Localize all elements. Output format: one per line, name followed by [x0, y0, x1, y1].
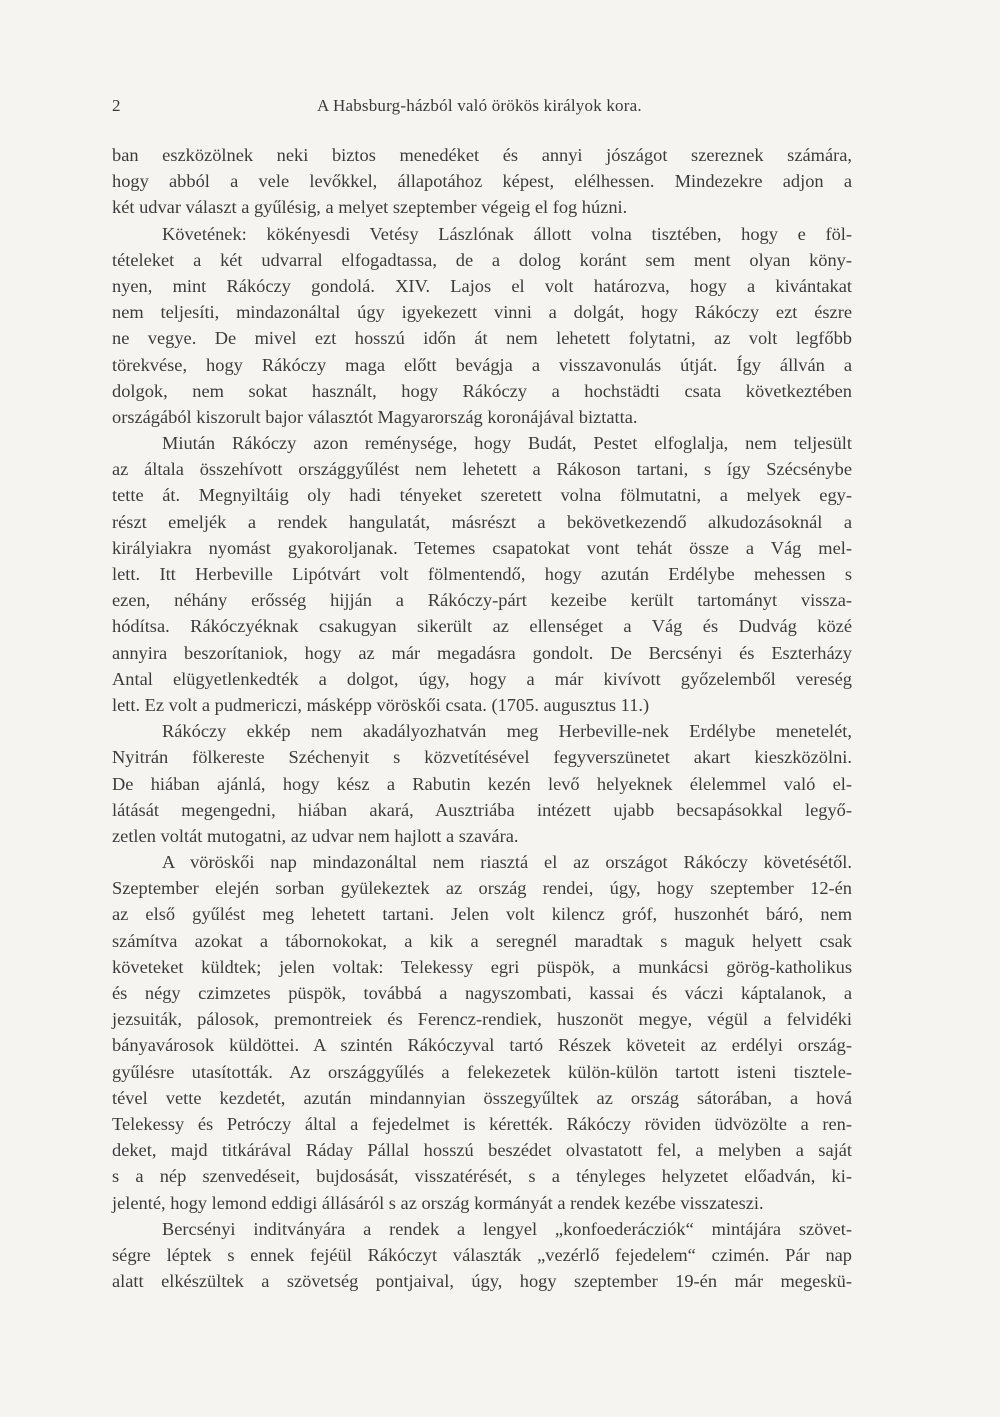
text-line: tette át. Megnyiltáig oly hadi tényeket szeretett volna fölmutatni, a melyek egy-: [112, 485, 852, 506]
page-number: 2: [112, 96, 121, 115]
text-line: hogy abból a vele levőkkel, állapotához képest, elélhessen. Mindezekre adjon a: [112, 171, 852, 192]
text-line: Miután Rákóczy azon reménysége, hogy Budát, Pestet elfoglalja, nem teljesült: [162, 433, 852, 454]
text-line: Telekessy és Petróczy által a fejedelmet is kérették. Rákóczy röviden üdvözölte a ren-: [112, 1113, 852, 1134]
text-line: s a nép szenvedéseit, bujdosását, visszatérését, s a tényleges helyzetet előadván, ki-: [112, 1166, 852, 1187]
text-line: királyiakra nyomást gyakoroljanak. Tetemes csapatokat vont tehát össze a Vág mel-: [112, 537, 852, 558]
text-line: számítva azokat a tábornokokat, a kik a seregnél maradtak s maguk helyett csak: [112, 930, 852, 951]
text-line: két udvar választ a gyűlésig, a melyet szeptember végeig el fog húzni.: [112, 197, 628, 218]
text-line: törekvése, hogy Rákóczy maga előtt bevágja a visszavonulás útját. Így állván a: [112, 354, 852, 375]
text-line: Antal elügyetlenkedték a dolgot, úgy, hogy a már kivívott győzelemből vereség: [112, 668, 852, 689]
text-line: Nyitrán fölkereste Széchenyit s közvetítésével fegyverszünetet akart kieszközölni.: [112, 747, 852, 768]
text-line: De hiában ajánlá, hogy kész a Rabutin kezén levő helyeknek élelemmel való el-: [112, 773, 852, 794]
text-line: lett. Ez volt a pudmericzi, másképp vöröskői csata. (1705. augusztus 11.): [112, 694, 650, 715]
text-line: az első gyűlést meg lehetett tartani. Jelen volt kilencz gróf, huszonhét báró, nem: [112, 904, 852, 925]
text-line: dolgok, nem sokat használt, hogy Rákóczy a hochstädti csata következtében: [112, 380, 852, 401]
paragraph: [112, 142, 852, 221]
paragraph: [112, 1216, 852, 1295]
text-line: gyűlésre utasították. Az országgyűlés a felekezetek külön-külön tartott isteni tisztele-: [112, 1061, 852, 1082]
text-line: látását megengedni, hiában akará, Ausztriába intézett ujabb becsapásokkal legyő-: [112, 799, 852, 820]
text-line: részt emeljék a rendek hangulatát, másrészt a bekövetkezendő alkudozásoknál a: [112, 511, 852, 532]
text-line: bányavárosok küldöttei. A szintén Rákóczyval tartó Részek követeit az erdélyi ország-: [112, 1035, 852, 1056]
text-line: ban eszközölnek neki biztos menedéket és annyi jószágot szereznek számára,: [112, 145, 852, 165]
text-line: Szeptember elején sorban gyülekeztek az ország rendei, úgy, hogy szeptember 12-én: [112, 878, 852, 899]
page-header: [112, 96, 848, 120]
paragraph: [112, 430, 852, 718]
text-line: tével vette kezdetét, azután mindannyian összegyűltek az ország sátorában, a hová: [112, 1087, 852, 1108]
paragraph: [112, 221, 852, 431]
text-line: ne vegye. De mivel ezt hosszú időn át nem lehetett folytatni, az volt legfőbb: [112, 328, 852, 349]
text-line: ségre léptek s ennek fejéül Rákóczyt választák „vezérlő fejedelem“ czimén. Pár nap: [112, 1244, 852, 1265]
text-line: követeket küldtek; jelen voltak: Telekessy egri püspök, a munkácsi görög-katholikus: [112, 956, 852, 977]
text-line: A vöröskői nap mindazonáltal nem riasztá el az országot Rákóczy követésétől.: [162, 852, 852, 873]
text-line: jelenté, hogy lemond eddigi állásáról s az ország kormányát a rendek kezébe visszateszi.: [112, 1192, 764, 1213]
text-line: alatt elkészültek a szövetség pontjaival, úgy, hogy szeptember 19-én már megeskü-: [112, 1271, 852, 1292]
text-line: Bercsényi inditványára a rendek a lengyel „konfoederácziók“ mintájára szövet-: [162, 1218, 852, 1239]
text-line: deket, majd titkárával Ráday Pállal hosszú beszédet olvastatott fel, a melyben a saját: [112, 1140, 852, 1161]
text-line: lett. Itt Herbeville Lipótvárt volt fölmentendő, hogy azután Erdélybe mehessen s: [112, 564, 852, 584]
text-line: tételeket a két udvarral elfogadtassa, de a dolog koránt sem ment olyan köny-: [112, 249, 852, 270]
text-line: országából kiszorult bajor választót Magyarország koronájával biztatta.: [112, 406, 638, 427]
text-line: annyira beszorítaniok, hogy az már megadásra gondolt. De Bercsényi és Eszterházy: [112, 642, 852, 663]
text-line: nem teljesíti, mindazonáltal úgy igyekezett vinni a dolgát, hogy Rákóczy ezt észre: [112, 302, 852, 323]
text-line: Követének: kökényesdi Vetésy Lászlónak állott volna tisztében, hogy e föl-: [162, 223, 852, 244]
text-line: hódítsa. Rákóczyéknak csakugyan sikerült az ellenséget a Vág és Dudvág közé: [112, 616, 852, 637]
text-line: nyen, mint Rákóczy gondolá. XIV. Lajos el volt határozva, hogy a kivántakat: [112, 275, 852, 296]
running-title: A Habsburg-házból való örökös királyok kora.: [317, 96, 642, 115]
paragraph: [112, 718, 852, 849]
text-line: és négy czimzetes püspök, továbbá a nagyszombati, kassai és váczi káptalanok, a: [112, 983, 852, 1003]
paragraph: [112, 849, 852, 1216]
text-line: ezen, néhány erősség hijján a Rákóczy-párt kezeibe került tartományt vissza-: [112, 590, 852, 611]
text-line: jezsuiták, pálosok, premontreiek és Ferencz-rendiek, huszonöt megye, végül a felvidéki: [112, 1009, 852, 1030]
text-line: zetlen voltát mutogatni, az udvar nem hajlott a szavára.: [112, 825, 519, 846]
text-line: Rákóczy ekkép nem akadályozhatván meg Herbeville-nek Erdélybe menetelét,: [162, 721, 852, 742]
body-text: [112, 142, 852, 1294]
text-line: az általa összehívott országgyűlést nem lehetett a Rákoson tartani, s így Szécsénybe: [112, 459, 852, 480]
